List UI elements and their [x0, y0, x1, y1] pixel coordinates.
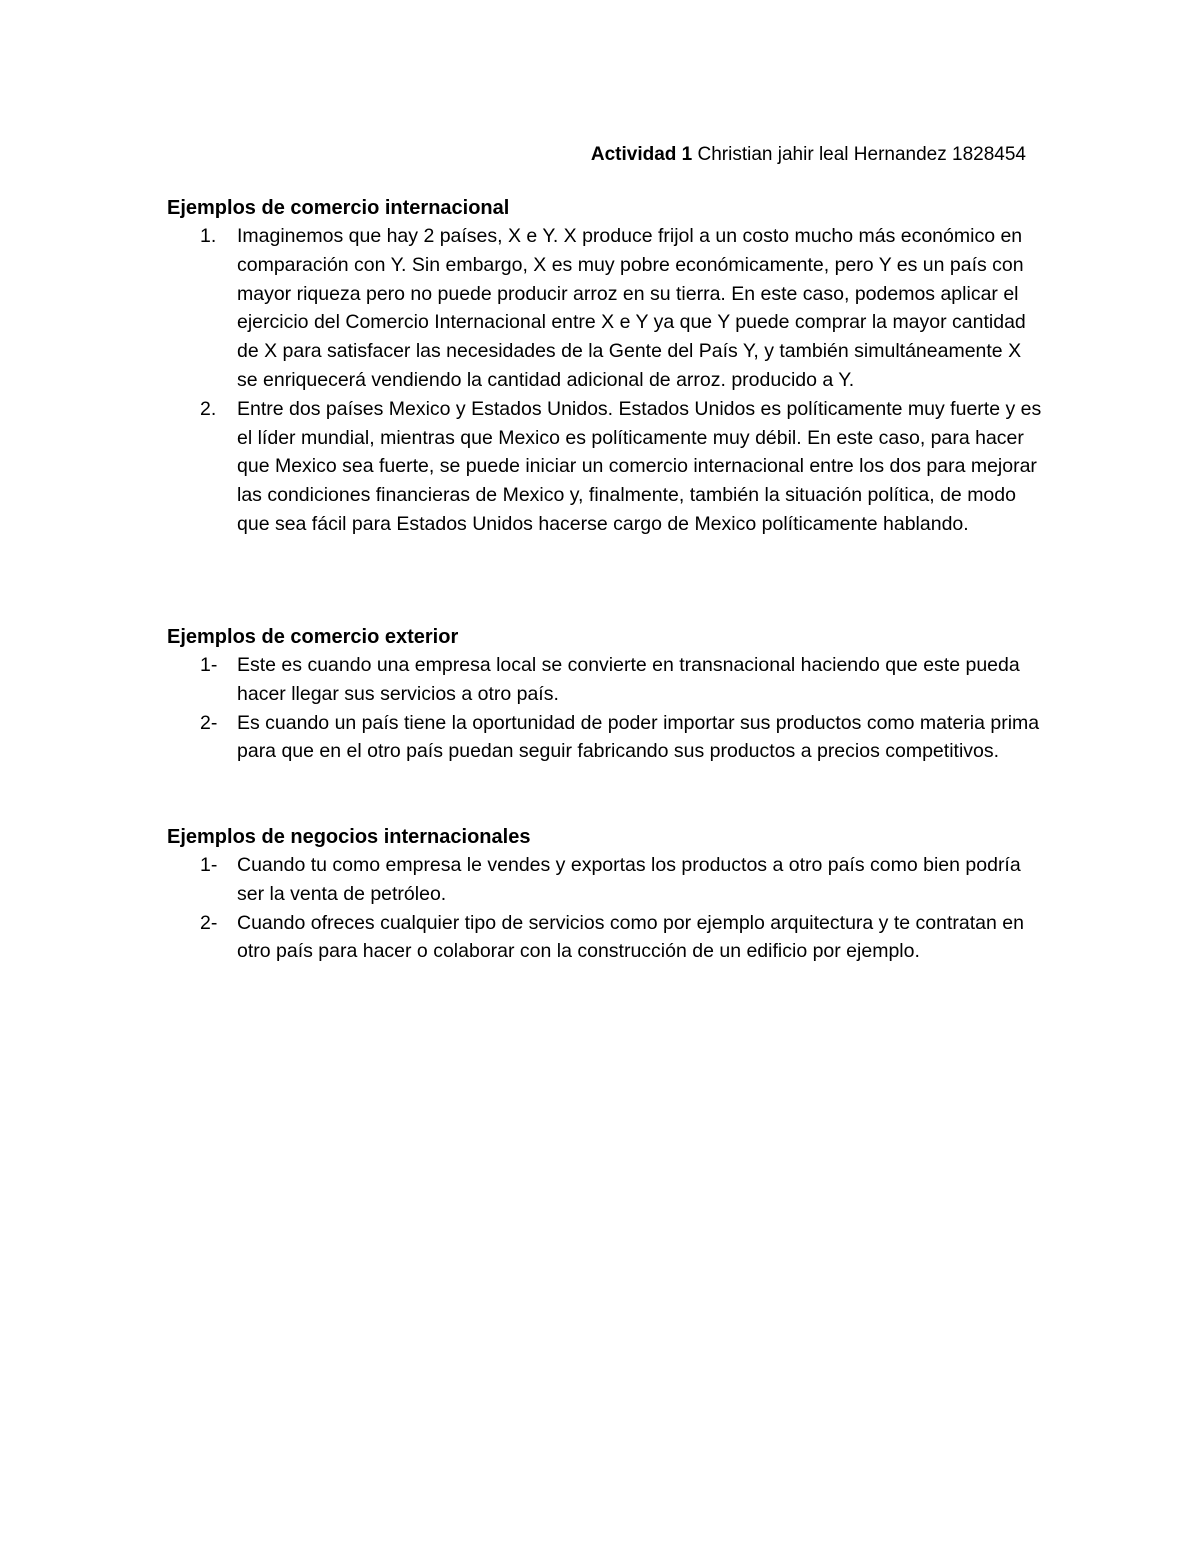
- list-item: [167, 909, 1047, 967]
- list-number: 2-: [200, 911, 218, 934]
- list-item: [167, 222, 1047, 395]
- section-title: Ejemplos de comercio exterior: [167, 626, 459, 648]
- list-item-text: Imaginemos que hay 2 países, X e Y. X produce frijol a un costo mucho más económico en comparación con Y. Sin embargo, X es muy pobre económicamente, pero Y es un país con mayor riqueza pero no puede producir arroz en su tierra. En este caso, podemos aplicar el ejercicio del Comercio Internacional entre X e Y ya que Y puede comprar la mayor cantidad de X para satisfacer las necesidades de la Gente del País Y, y también simultáneamente X se enriquecerá vendiendo la cantidad adicional de arroz. producido a Y.: [237, 225, 1026, 391]
- list-item-text: Entre dos países Mexico y Estados Unidos. Estados Unidos es políticamente muy fuerte y es el líder mundial, mientras que Mexico es políticamente muy débil. En este caso, para hacer que Mexico sea fuerte, se puede iniciar un comercio internacional entre los dos para mejorar las condiciones financieras de Mexico y, finalmente, también la situación política, de modo que sea fácil para Estados Unidos hacerse cargo de Mexico políticamente hablando.: [237, 397, 1042, 535]
- list-item: [167, 395, 1047, 539]
- author-line: Christian jahir leal Hernandez 1828454: [692, 144, 1026, 165]
- list-item: [167, 851, 1047, 909]
- list-item: [167, 651, 1047, 709]
- list-number: 1.: [200, 225, 217, 247]
- section-title: Ejemplos de comercio internacional: [167, 197, 510, 219]
- list-item-text: Este es cuando una empresa local se convierte en transnacional haciendo que este pueda hacer llegar sus servicios a otro país.: [237, 654, 1020, 705]
- list-number: 2-: [200, 711, 218, 734]
- list-item-text: Cuando ofreces cualquier tipo de servicios como por ejemplo arquitectura y te contratan en otro país para hacer o colaborar con la construcción de un edificio por ejemplo.: [237, 911, 1024, 963]
- list-item-text: Cuando tu como empresa le vendes y exportas los productos a otro país como bien podría ser la venta de petróleo.: [237, 854, 1021, 905]
- document-header: [591, 142, 1026, 168]
- list-number: 1-: [200, 854, 218, 876]
- example-list: [167, 222, 1047, 539]
- example-list: [167, 851, 1047, 966]
- list-number: 1-: [200, 654, 218, 676]
- list-number: 2.: [200, 397, 217, 420]
- section-title: Ejemplos de negocios internacionales: [167, 826, 531, 848]
- example-list: [167, 651, 1047, 766]
- activity-label: Actividad 1: [590, 144, 693, 165]
- section-comercio-exterior: [167, 623, 1047, 766]
- section-negocios-internacionales: [167, 823, 1047, 966]
- list-item-text: Es cuando un país tiene la oportunidad de poder importar sus productos como materia prima para que en el otro país puedan seguir fabricando sus productos a precios competitivos.: [237, 711, 1040, 763]
- list-item: [167, 709, 1047, 767]
- section-comercio-internacional: [167, 194, 1047, 539]
